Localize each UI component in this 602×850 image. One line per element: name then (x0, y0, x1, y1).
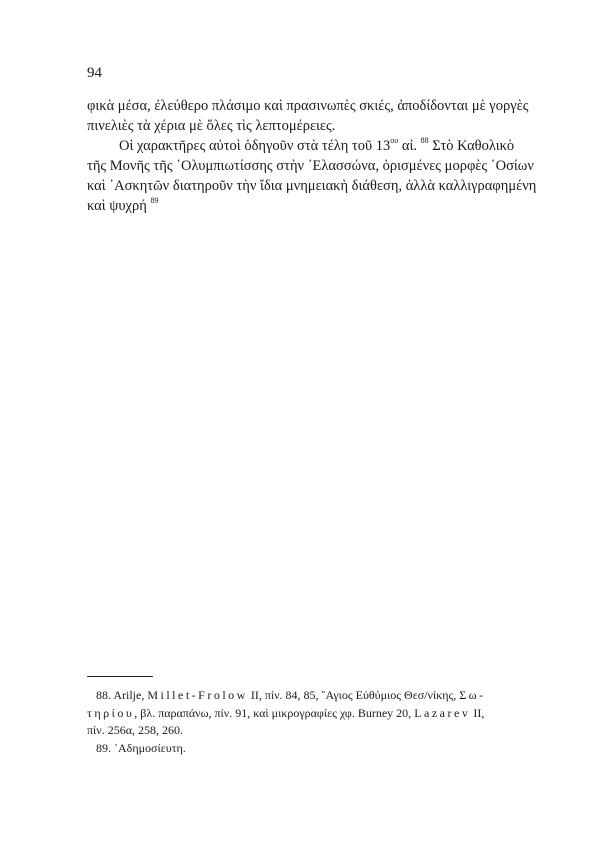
ordinal-superscript: ου (390, 136, 399, 146)
author-name: Σω- (459, 688, 486, 702)
text-fragment: II, (470, 705, 485, 720)
text-fragment: II, πίν. 84, 85, ῞Αγιος Εὐθύμιος Θεσ/νίκης, (247, 688, 460, 702)
footnote-line (87, 705, 525, 723)
text-fragment: Οἱ χαρακτῆρες αὐτοὶ ὁδηγοῦν στὰ τέλη τοῦ 13 (119, 138, 391, 154)
text-line: φικὰ μέσα, ἐλεύθερο πλάσιμο καὶ πρασινωπὲς σκιές, ἀποδίδονται μὲ γοργὲς (87, 98, 529, 114)
author-name: τηρίου (87, 705, 135, 720)
text-line (87, 196, 525, 216)
footnote-separator (87, 676, 153, 677)
footnote-line: πίν. 256α, 258, 260. (87, 723, 183, 737)
footnote-line (87, 687, 525, 705)
paragraph-2 (87, 136, 537, 216)
text-fragment: αἰ. (398, 138, 421, 154)
footnote-89 (87, 740, 525, 758)
text-line (87, 136, 525, 156)
footnote-ref-89: 89 (150, 196, 159, 206)
paragraph-1 (87, 96, 529, 136)
page-number: 94 (87, 65, 102, 81)
footnote-88 (87, 687, 525, 740)
footnote-ref-88: 88 (420, 136, 429, 146)
text-line: καὶ ᾿Ασκητῶν διατηροῦν τὴν ἴδια μνημειακὴ διάθεση, ἀλλὰ καλλιγραφημένη (87, 178, 537, 194)
author-name: Millet-Frolow (147, 688, 248, 702)
text-fragment: , βλ. παραπάνω, πίν. 91, καὶ μικρογραφίες χφ. Burney 20, (134, 705, 415, 720)
main-text (87, 96, 537, 216)
text-fragment: 88. Arilje, (96, 688, 148, 702)
footnotes (87, 687, 525, 757)
text-line: τῆς Μονῆς τῆς ῾Ολυμπιωτίσσης στὴν ᾿Ελασσώνα, ὁρισμένες μορφὲς ῾Οσίων (87, 158, 534, 174)
text-fragment: Στὸ Καθολικὸ (428, 138, 515, 154)
author-name: Lazarev (414, 705, 471, 720)
text-fragment: καὶ ψυχρή (87, 198, 151, 214)
text-line: πινελιὲς τὰ χέρια μὲ ὅλες τὶς λεπτομέρειες. (87, 118, 336, 134)
footnote-line: 89. ᾿Αδημοσίευτη. (96, 740, 186, 755)
